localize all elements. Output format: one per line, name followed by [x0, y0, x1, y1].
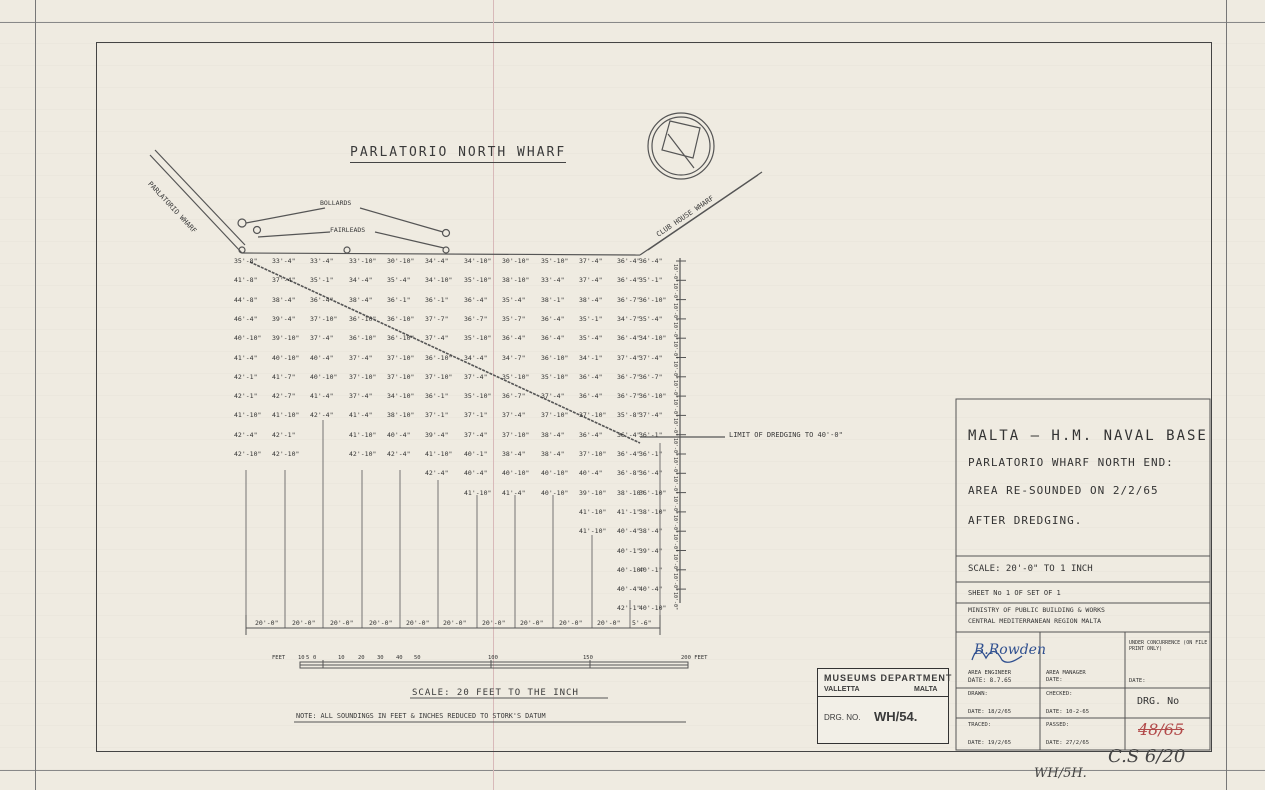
scale-tick-label: 30 [377, 655, 384, 661]
sounding-value: 37'-7" [425, 314, 449, 323]
side-spacing-label: 10'-0" [672, 553, 678, 572]
scale-tick-label: FEET [272, 655, 286, 661]
sounding-value: 41'-1" [617, 507, 641, 516]
sounding-value: 37'-10" [387, 353, 415, 362]
sounding-value: 40'-10" [310, 372, 338, 381]
side-spacing-label: 10'-0" [672, 495, 678, 514]
sounding-value: 40'-4" [617, 585, 641, 594]
sounding-value: 34'-10" [639, 334, 667, 343]
side-spacing-label: 10'-0" [672, 341, 678, 360]
area-engineer-date: DATE: 8.7.65 [968, 677, 1012, 684]
sounding-value: 33'-4" [541, 276, 565, 285]
sounding-value: 40'-4" [579, 469, 603, 478]
sounding-value: 38'-4" [502, 450, 526, 458]
fairleads-label: FAIRLEADS [330, 226, 366, 234]
scale-tick-label: 5 [306, 655, 310, 661]
sheet-number: SHEET No 1 OF SET OF 1 [968, 589, 1061, 597]
sounding-value: 36'-7" [617, 295, 641, 304]
sounding-value: 41'-10" [349, 430, 377, 439]
sounding-value: 38'-1" [541, 295, 565, 304]
sounding-value: 35'-10" [541, 257, 569, 265]
traced-label: TRACED: [968, 722, 992, 728]
sounding-value: 36'-4" [617, 450, 641, 458]
sounding-value: 40'-1" [617, 546, 641, 555]
stamp-city: VALLETTA [824, 686, 860, 693]
sounding-value: 37'-4" [579, 257, 603, 265]
sounding-value: 35'-4" [387, 276, 411, 285]
sounding-value: 42'-7" [272, 392, 296, 401]
side-spacing-label: 10'-0" [672, 264, 678, 283]
sounding-value: 38'-10" [387, 411, 415, 420]
sounding-value: 30'-10" [387, 257, 415, 265]
sounding-value: 41'-4" [502, 488, 526, 497]
side-spacing-label: 10'-0" [672, 514, 678, 533]
area-manager-label: AREA MANAGER [1046, 670, 1086, 676]
sounding-value: 42'-4" [387, 450, 411, 458]
sounding-value: 36'-4" [617, 334, 641, 343]
column-spacing-label: 20'-0" [482, 619, 506, 627]
sounding-value: 40'-4" [639, 585, 663, 594]
sounding-value: 37'-4" [639, 353, 663, 362]
stamp-dept: MUSEUMS DEPARTMENT [824, 673, 953, 683]
sounding-value: 41'-4" [349, 411, 373, 420]
sounding-value: 36'-1" [425, 392, 449, 401]
sounding-value: 40'-4" [387, 430, 411, 439]
sounding-value: 36'-4" [464, 295, 488, 304]
sounding-value: 36'-4" [617, 276, 641, 285]
sounding-value: 36'-10" [387, 314, 415, 323]
sounding-value: 37'-10" [579, 450, 607, 458]
sounding-value: 34'-1" [579, 353, 603, 362]
concurrence-date: DATE: [1129, 678, 1146, 684]
sounding-value: 38'-4" [541, 430, 565, 439]
dredge-limit-label: LIMIT OF DREDGING TO 40'-0" [729, 431, 843, 439]
sounding-value: 34'-7" [502, 353, 526, 362]
sounding-value: 42'-1" [617, 604, 641, 613]
sounding-value: 40'-10" [272, 353, 300, 362]
stamp-drg-value: WH/54. [874, 709, 918, 724]
side-spacing-label: 10'-0" [672, 283, 678, 302]
drg-number-label: DRG. No [1137, 696, 1180, 707]
sounding-value: 36'-10" [541, 353, 569, 362]
stamp-drg-label: DRG. NO. [824, 713, 861, 722]
side-spacing-label: 10'-0" [672, 476, 678, 495]
sounding-value: 34'-10" [387, 392, 415, 401]
sounding-value: 37'-10" [579, 411, 607, 420]
scale-bar [300, 660, 688, 668]
sounding-value: 42'-10" [349, 450, 377, 458]
sounding-value: 35'-7" [502, 314, 526, 323]
club-house-wharf-label: CLUB HOUSE WHARF [655, 194, 716, 239]
drg-number-value: 48/65 [1138, 720, 1185, 739]
side-spacing-label: 10'-0" [672, 418, 678, 437]
area-engineer-label: AREA ENGINEER [968, 670, 1012, 676]
sounding-value: 40'-4" [310, 353, 334, 362]
sounding-value: 41'-10" [579, 507, 607, 516]
column-spacing-label: 20'-0" [520, 619, 544, 627]
side-spacing-label: 10'-0" [672, 572, 678, 591]
sounding-value: 35'-1" [310, 276, 334, 285]
sounding-value: 36'-7" [502, 392, 526, 401]
sounding-value: 36'-10" [639, 392, 667, 401]
sounding-value: 37'-1" [464, 411, 488, 420]
column-spacing-label: 20'-0" [369, 619, 393, 627]
sounding-value: 40'-10" [502, 469, 530, 478]
column-spacing-label: 20'-0" [443, 619, 467, 627]
sounding-value: 36'-4" [579, 392, 603, 401]
sounding-value: 40'-1" [464, 450, 488, 458]
scale-tick-label: 150 [583, 655, 593, 661]
title-line-4: AFTER DREDGING. [968, 514, 1083, 527]
sounding-value: 37'-10" [387, 372, 415, 381]
sounding-value: 38'-10" [502, 276, 530, 285]
sounding-value: 36'-7" [464, 314, 488, 323]
sounding-value: 42'-4" [310, 411, 334, 420]
scale-tick-label: 0 [313, 655, 317, 661]
sounding-value: 35'-1" [579, 314, 603, 323]
sounding-value: 41'-10" [579, 527, 607, 536]
sounding-value: 42'-1" [234, 392, 258, 401]
sounding-value: 36'-7" [617, 372, 641, 381]
sounding-value: 36'-1" [387, 295, 411, 304]
sounding-value: 36'-4" [617, 257, 641, 265]
sounding-value: 34'-4" [425, 257, 449, 265]
sounding-value: 36'-10" [349, 334, 377, 343]
sounding-value: 37'-4" [579, 276, 603, 285]
sounding-value: 46'-4" [234, 314, 258, 323]
side-spacing-label: 10'-0" [672, 321, 678, 340]
soundings-note: NOTE: ALL SOUNDINGS IN FEET & INCHES REDUCED TO STORK'S DATUM [296, 712, 546, 720]
sounding-value: 36'-7" [617, 392, 641, 401]
sounding-value: 37'-1" [425, 411, 449, 420]
title-line-1: MALTA – H.M. NAVAL BASE [968, 428, 1208, 444]
sounding-value: 30'-10" [502, 257, 530, 265]
sounding-value: 38'-4" [272, 295, 296, 304]
parlatorio-wharf-label: PARLATORIO WHARF [146, 180, 198, 235]
museum-stamp [817, 668, 953, 744]
sounding-value: 37'-10" [310, 314, 338, 323]
sounding-value: 44'-8" [234, 295, 258, 304]
north-compass-icon [648, 113, 714, 179]
scale-tick-label: 50 [414, 655, 421, 661]
passed-date: DATE: 27/2/65 [1046, 740, 1090, 746]
sounding-value: 35'-10" [464, 276, 492, 285]
sounding-value: 37'-4" [349, 392, 373, 401]
sounding-value: 39'-4" [639, 546, 663, 555]
sounding-value: 37'-10" [349, 372, 377, 381]
sounding-value: 41'-7" [272, 372, 296, 381]
column-spacing-label: 20'-0" [406, 619, 430, 627]
sounding-value: 37'-4" [464, 430, 488, 439]
checked-date: DATE: 10-2-65 [1046, 709, 1090, 715]
sounding-value: 37'-10" [502, 430, 530, 439]
sounding-value: 33'-10" [349, 257, 377, 265]
side-spacing-label: 10'-0" [672, 360, 678, 379]
sounding-value: 41'-10" [464, 488, 492, 497]
sounding-value: 36'-1" [639, 450, 663, 458]
sounding-value: 37'-4" [617, 353, 641, 362]
sounding-value: 41'-4" [234, 353, 258, 362]
sounding-value: 39'-4" [425, 430, 449, 439]
column-spacing-label: 20'-0" [330, 619, 354, 627]
ministry-line-2: CENTRAL MEDITERRANEAN REGION MALTA [968, 617, 1102, 625]
sounding-value: 36'-4" [541, 334, 565, 343]
sounding-value: 39'-10" [272, 334, 300, 343]
sounding-value: 37'-4" [349, 353, 373, 362]
sounding-value: 40'-1" [639, 565, 663, 574]
sounding-value: 42'-10" [272, 450, 300, 458]
sounding-value: 36'-10" [639, 295, 667, 304]
sounding-value: 36'-1" [425, 295, 449, 304]
sounding-value: 33'-4" [272, 257, 296, 265]
sounding-value: 37'-4" [425, 334, 449, 343]
sounding-value: 38'-4" [639, 527, 663, 536]
column-spacing-label: 5'-6" [632, 619, 652, 627]
sounding-value: 36'-4" [502, 334, 526, 343]
sounding-value: 35'-1" [639, 276, 663, 285]
engineer-signature: B.Rowden [974, 642, 1046, 658]
stamp-country: MALTA [914, 686, 938, 693]
column-spacing-label: 20'-0" [255, 619, 279, 627]
sounding-value: 34'-4" [349, 276, 373, 285]
sounding-value: 41'-10" [425, 450, 453, 458]
sounding-value: 36'-4" [310, 295, 334, 304]
scale-tick-label: 10 [338, 655, 345, 661]
column-spacing-label: 20'-0" [597, 619, 621, 627]
sounding-value: 39'-10" [579, 488, 607, 497]
sounding-value: 34'-4" [464, 353, 488, 362]
sounding-value: 41'-10" [272, 411, 300, 420]
sounding-value: 35'-4" [502, 295, 526, 304]
side-spacing-label: 10'-0" [672, 592, 678, 611]
sounding-value: 36'-10" [387, 334, 415, 343]
sounding-value: 40'-4" [617, 527, 641, 536]
sounding-value: 35'-10" [464, 392, 492, 401]
drawing-title: PARLATORIO NORTH WHARF [350, 145, 566, 163]
sounding-value: 36'-10" [349, 314, 377, 323]
side-spacing-label: 10'-0" [672, 534, 678, 553]
title-line-3: AREA RE-SOUNDED ON 2/2/65 [968, 484, 1159, 497]
sounding-value: 40'-10" [639, 604, 667, 613]
drawn-date: DATE: 18/2/65 [968, 709, 1012, 715]
side-spacing-label: 10'-0" [672, 457, 678, 476]
sounding-value: 36'-4" [541, 314, 565, 323]
drawn-label: DRAWN: [968, 691, 988, 697]
column-spacing-label: 20'-0" [292, 619, 316, 627]
sounding-value: 33'-4" [310, 257, 334, 265]
sounding-value: 36'-10" [425, 353, 453, 362]
sounding-value: 37'-4" [310, 334, 334, 343]
sounding-value: 41'-10" [234, 411, 262, 420]
sounding-value: 39'-4" [272, 314, 296, 323]
sounding-value: 38'-4" [541, 450, 565, 458]
sounding-value: 41'-4" [310, 392, 334, 401]
sounding-value: 36'-10" [639, 488, 667, 497]
sounding-value: 37'-10" [541, 411, 569, 420]
checked-label: CHECKED: [1046, 691, 1073, 697]
sounding-value: 36'-4" [617, 430, 641, 439]
sounding-value: 37'-4" [541, 392, 565, 401]
concurrence-label: UNDER CONCURRENCE (ON FILE PRINT ONLY) [1129, 640, 1208, 652]
scale-tick-label: 200 FEET [681, 655, 708, 661]
sounding-value: 38'-4" [579, 295, 603, 304]
sounding-value: 35'-10" [541, 372, 569, 381]
sounding-value: 37'-4" [464, 372, 488, 381]
sounding-value: 35'-10" [502, 372, 530, 381]
sounding-value: 37'-10" [425, 372, 453, 381]
reference-code: C.S 6/20 [1108, 746, 1186, 767]
sounding-value: 34'-10" [464, 257, 492, 265]
column-spacing-label: 20'-0" [559, 619, 583, 627]
sounding-value: 40'-4" [464, 469, 488, 478]
sounding-value: 35'-4" [579, 334, 603, 343]
sounding-value: 36'-4" [639, 257, 663, 265]
passed-label: PASSED: [1046, 722, 1070, 728]
sounding-value: 35'-4" [639, 314, 663, 323]
scale-tick-label: 100 [488, 655, 498, 661]
traced-date: DATE: 19/2/65 [968, 740, 1012, 746]
scale-tick-label: 40 [396, 655, 403, 661]
sounding-value: 42'-4" [234, 430, 258, 439]
side-spacing-label: 10'-0" [672, 379, 678, 398]
wh-code: WH/5H. [1034, 766, 1087, 781]
sounding-value: 42'-1" [234, 372, 258, 381]
sounding-value: 35'-8" [617, 411, 641, 420]
sounding-value: 36'-8" [617, 469, 641, 478]
area-manager-date: DATE: [1046, 677, 1063, 683]
ministry-line-1: MINISTRY OF PUBLIC BUILDING & WORKS [968, 606, 1105, 614]
sounding-value: 41'-8" [234, 276, 258, 285]
side-spacing-label: 10'-0" [672, 437, 678, 456]
sounding-value: 38'-10" [617, 488, 645, 497]
sounding-value: 42'-4" [425, 469, 449, 478]
sounding-value: 37'-4" [639, 411, 663, 420]
sounding-value: 36'-4" [579, 372, 603, 381]
bollards-label: BOLLARDS [320, 199, 352, 207]
sounding-value: 40'-10" [617, 565, 645, 574]
side-spacing-label: 10'-0" [672, 399, 678, 418]
sounding-value: 37'-4" [502, 411, 526, 420]
sounding-value: 36'-1" [639, 430, 663, 439]
sounding-value: 40'-10" [541, 488, 569, 497]
sounding-value: 35'-10" [464, 334, 492, 343]
title-scale: SCALE: 20'-0" TO 1 INCH [968, 564, 1093, 574]
sounding-value: 37'-4" [272, 276, 296, 285]
sounding-value: 36'-4" [579, 430, 603, 439]
sounding-value: 36'-4" [639, 469, 663, 478]
sounding-value: 38'-10" [639, 507, 667, 516]
sounding-value: 34'-7" [617, 314, 641, 323]
sounding-value: 42'-1" [272, 430, 296, 439]
title-line-2: PARLATORIO WHARF NORTH END: [968, 456, 1174, 469]
scale-tick-label: 10 [298, 655, 305, 661]
sounding-value: 34'-10" [425, 276, 453, 285]
scale-tick-label: 20 [358, 655, 365, 661]
sounding-value: 36'-7" [639, 372, 663, 381]
scale-label: SCALE: 20 FEET TO THE INCH [412, 688, 579, 698]
sounding-value: 35'-8" [234, 257, 258, 265]
sounding-value: 40'-10" [541, 469, 569, 478]
side-spacing-label: 10'-0" [672, 302, 678, 321]
sounding-value: 40'-10" [234, 334, 262, 343]
sounding-value: 42'-10" [234, 450, 262, 458]
sounding-value: 38'-4" [349, 295, 373, 304]
